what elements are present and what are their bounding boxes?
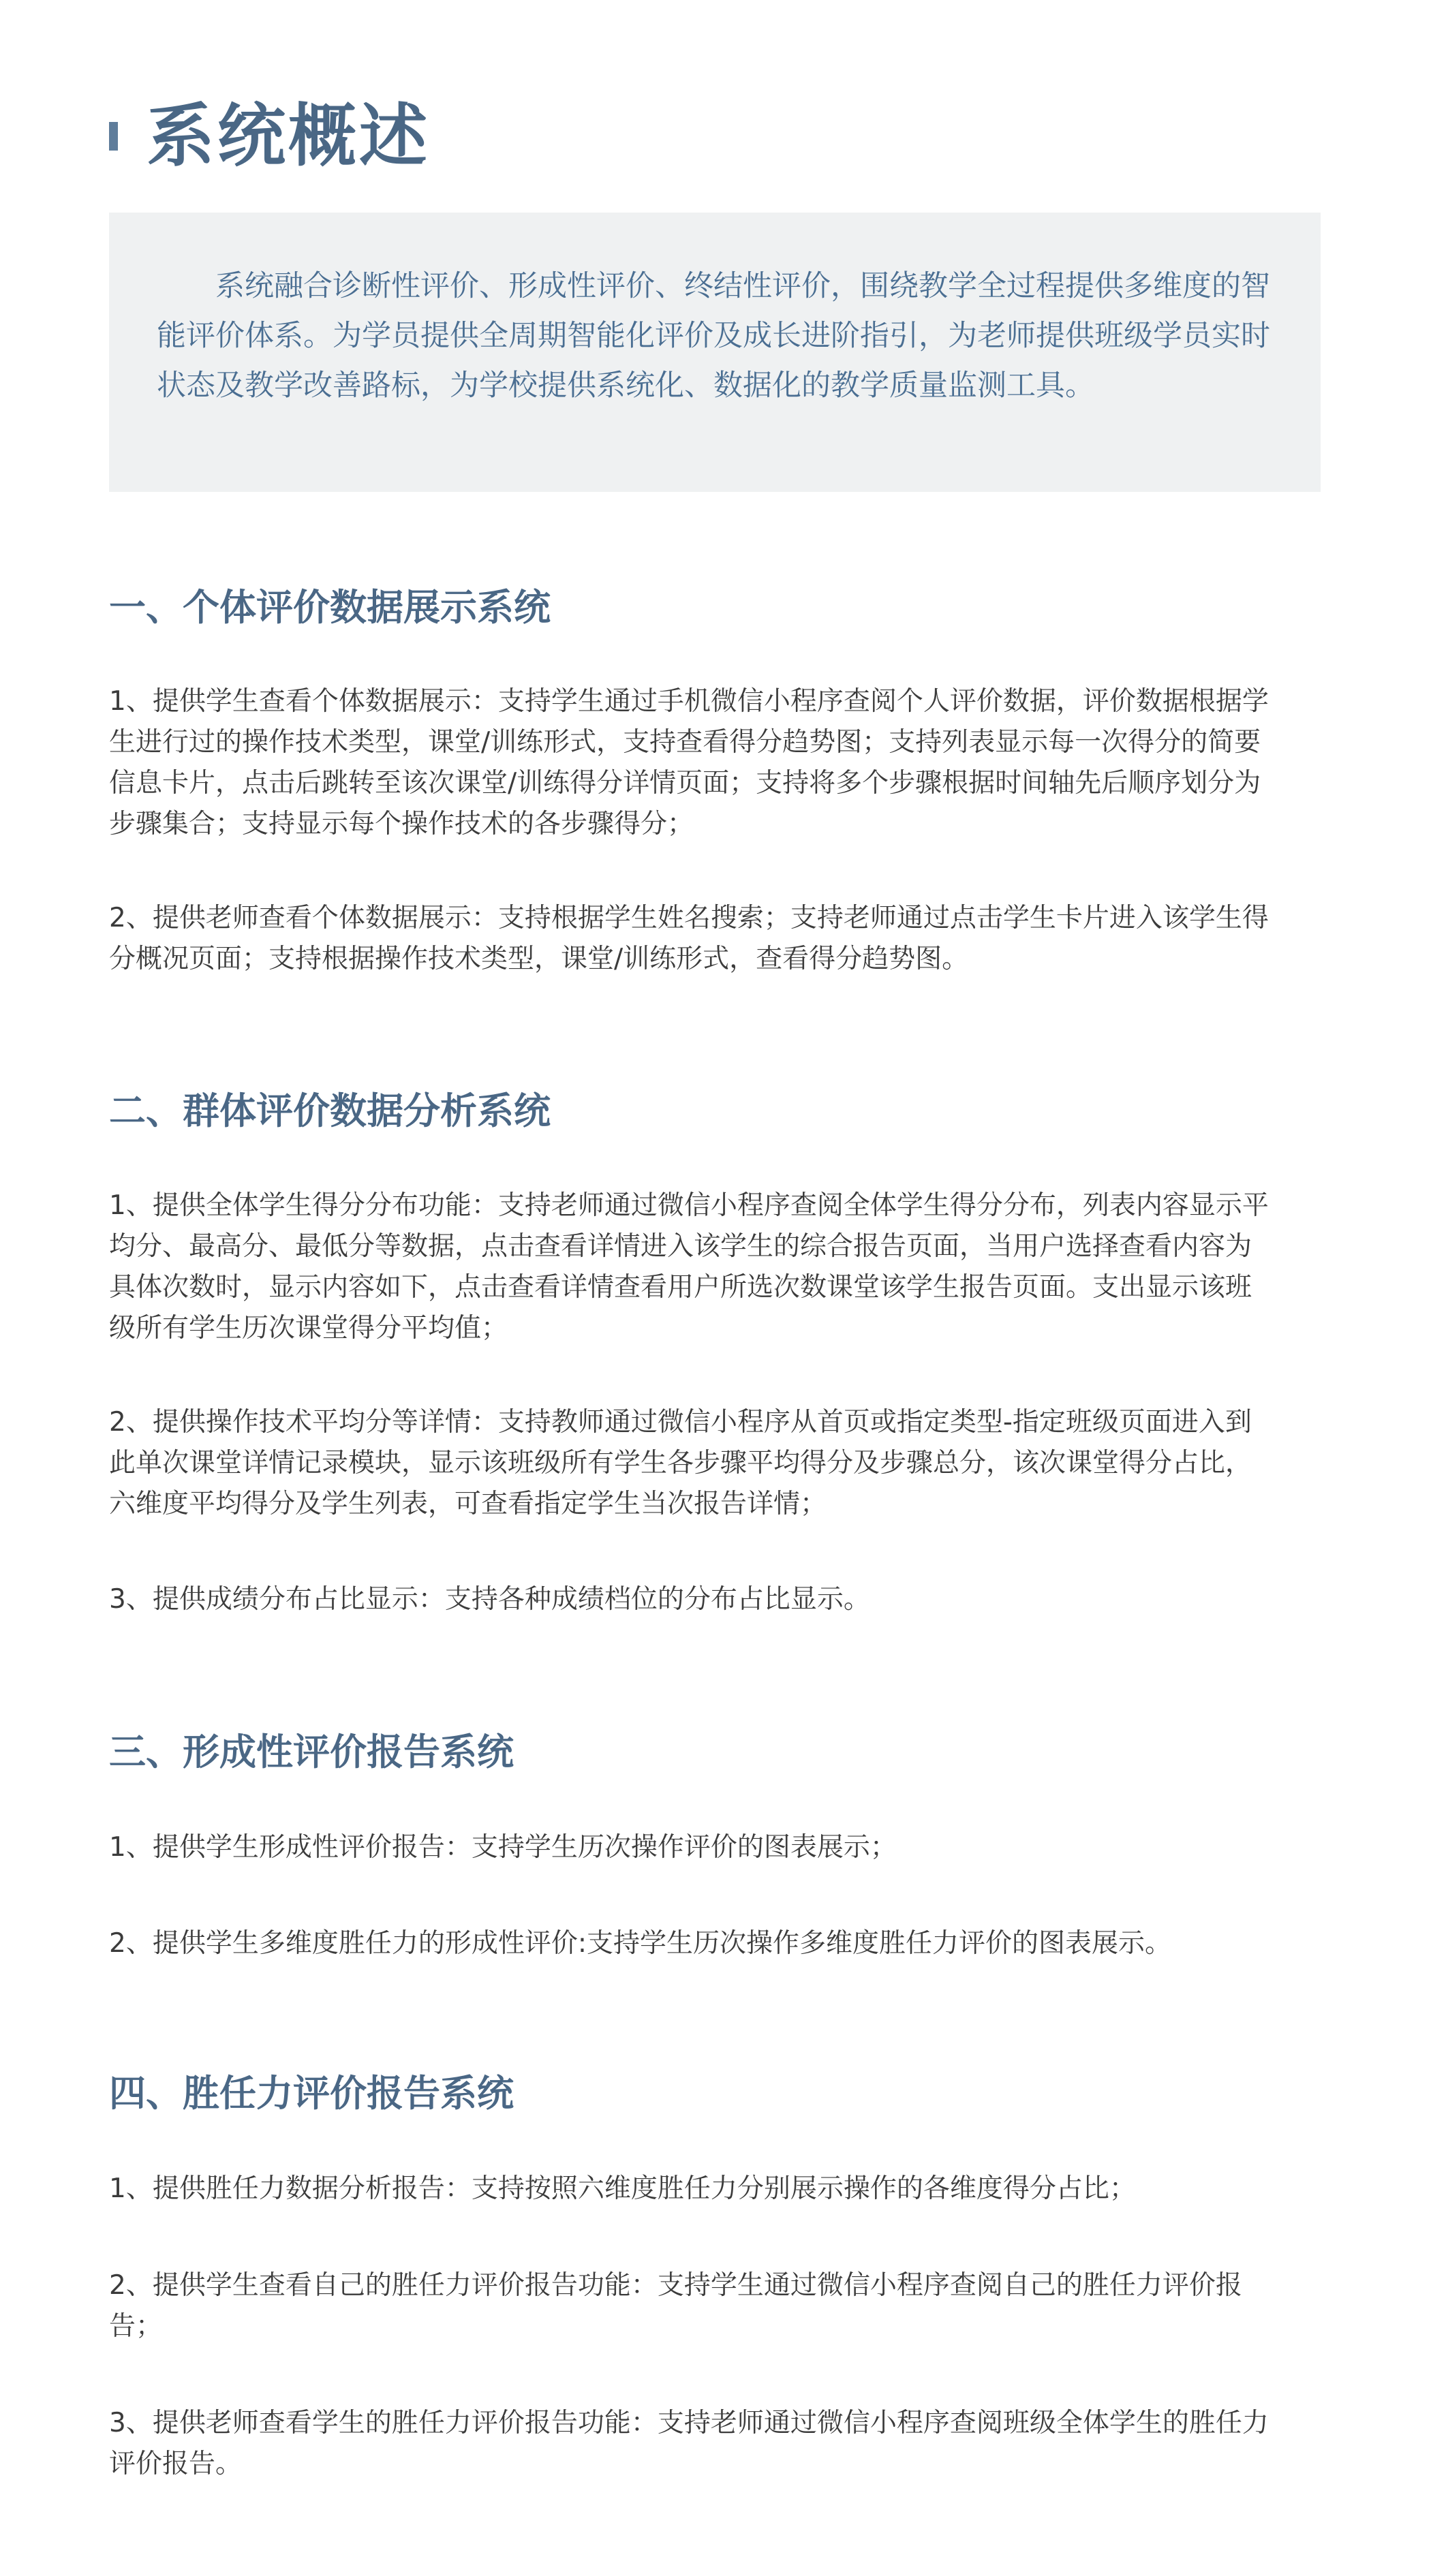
section-heading: 三、形成性评价报告系统 xyxy=(109,1731,514,1773)
title-accent-bar xyxy=(109,122,118,151)
section-paragraph: 1、提供学生查看个体数据展示：支持学生通过手机微信小程序查阅个人评价数据，评价数据根据学生进行过的操作技术类型，课堂/训练形式，支持查看得分趋势图；支持列表显示每一次得分的简要信息卡片，点击后跳转至该次课堂/训练得分详情页面；支持将多个步骤根据时间轴先后顺序划分为步骤集合；支持显示每个操作技术的各步骤得分； xyxy=(109,686,1269,839)
section-paragraph: 2、提供操作技术平均分等详情：支持教师通过微信小程序从首页或指定类型-指定班级页面进入到此单次课堂详情记录模块，显示该班级所有学生各步骤平均得分及步骤总分，该次课堂得分占比，六维度平均得分及学生列表，可查看指定学生当次报告详情； xyxy=(109,1407,1252,1519)
section-paragraph: 1、提供胜任力数据分析报告：支持按照六维度胜任力分别展示操作的各维度得分占比； xyxy=(109,2173,1136,2204)
page-title: 系统概述 xyxy=(147,96,430,176)
section-heading: 二、群体评价数据分析系统 xyxy=(109,1089,551,1132)
section-paragraph: 2、提供学生多维度胜任力的形成性评价:支持学生历次操作多维度胜任力评价的图表展示。 xyxy=(109,1928,1171,1959)
section-paragraph: 3、提供成绩分布占比显示：支持各种成绩档位的分布占比显示。 xyxy=(109,1584,870,1615)
section-heading: 一、个体评价数据展示系统 xyxy=(109,586,551,629)
intro-text: 系统融合诊断性评价、形成性评价、终结性评价，围绕教学全过程提供多维度的智能评价体系。为学员提供全周期智能化评价及成长进阶指引，为老师提供班级学员实时状态及教学改善路标，为学校提供系统化、数据化的教学质量监测工具。 xyxy=(157,269,1270,403)
intro-box xyxy=(109,213,1321,492)
section-paragraph: 2、提供学生查看自己的胜任力评价报告功能：支持学生通过微信小程序查阅自己的胜任力评价报告； xyxy=(109,2270,1242,2342)
section-heading: 四、胜任力评价报告系统 xyxy=(109,2072,514,2115)
page-title-row xyxy=(109,92,430,181)
section-paragraph: 1、提供学生形成性评价报告：支持学生历次操作评价的图表展示； xyxy=(109,1832,897,1863)
section-paragraph: 3、提供老师查看学生的胜任力评价报告功能：支持老师通过微信小程序查阅班级全体学生的胜任力评价报告。 xyxy=(109,2408,1269,2479)
section-paragraph: 1、提供全体学生得分分布功能：支持老师通过微信小程序查阅全体学生得分分布，列表内容显示平均分、最高分、最低分等数据，点击查看详情进入该学生的综合报告页面，当用户选择查看内容为具体次数时，显示内容如下，点击查看详情查看用户所选次数课堂该学生报告页面。支出显示该班级所有学生历次课堂得分平均值； xyxy=(109,1190,1269,1344)
section-paragraph: 2、提供老师查看个体数据展示：支持根据学生姓名搜索；支持老师通过点击学生卡片进入该学生得分概况页面；支持根据操作技术类型，课堂/训练形式，查看得分趋势图。 xyxy=(109,903,1269,974)
